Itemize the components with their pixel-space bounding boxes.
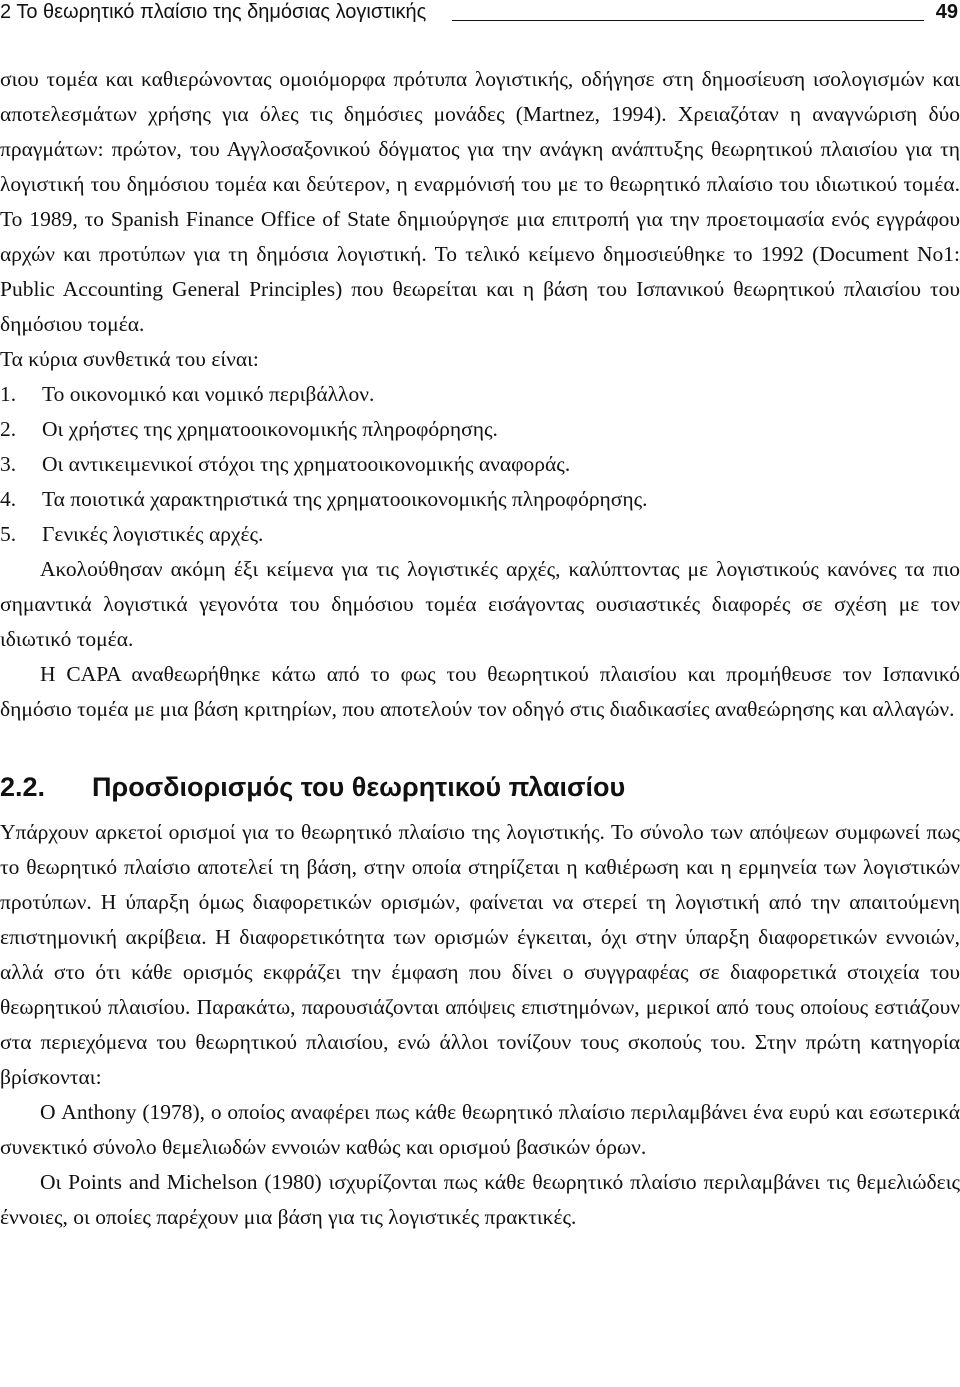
list-item	[0, 412, 960, 447]
list-text: Οι χρήστες της χρηματοοικονομικής πληροφόρησης.	[42, 417, 498, 441]
paragraph: Ο Anthony (1978), ο οποίος αναφέρει πως κάθε θεωρητικό πλαίσιο περιλαμβάνει ένα ευρύ και εσωτερικά συνεκτικό σύνολο θεμελιωδών εννοιών καθώς και ορισμού βασικών όρων.	[0, 1100, 960, 1159]
list-number: 3.	[0, 452, 17, 476]
page-number: 49	[935, 1, 958, 23]
body-text	[0, 62, 960, 1235]
list-number: 4.	[0, 487, 17, 511]
header-rule	[452, 20, 924, 21]
paragraph: σιου τομέα και καθιερώνοντας ομοιόμορφα πρότυπα λογιστικής, οδήγησε στη δημοσίευση ισολογισμών και αποτελεσμάτων χρήσης για όλες τις δημόσιες μονάδες (Martnez, 1994). Χρειαζόταν η αναγνώριση δύο πραγμάτων: πρώτον, του Αγγλοσαξονικού δόγματος για την ανάγκη ανάπτυξης θεωρητικού πλαισίου για τη λογιστική του δημόσιου τομέα και δεύτερον, η εναρμόνισή του με το θεωρητικό πλαίσιο του ιδιωτικού τομέα. Το 1989, το Spanish Finance Office of State δημιούργησε μια επιτροπή για την προετοιμασία ενός εγγράφου αρχών και προτύπων για τη δημόσια λογιστική. Το τελικό κείμενο δημοσιεύθηκε το 1992 (Document No1: Public Accounting General Principles) που θεωρείται και η βάση του Ισπανικού θεωρητικού πλαισίου του δημόσιου τομέα.	[0, 67, 960, 336]
list-number: 5.	[0, 522, 17, 546]
list-text: Τα ποιοτικά χαρακτηριστικά της χρηματοοικονομικής πληροφόρησης.	[42, 487, 648, 511]
list-item	[0, 377, 960, 412]
list-item	[0, 482, 960, 517]
running-title: 2 Το θεωρητικό πλαίσιο της δημόσιας λογιστικής	[0, 1, 427, 23]
paragraph: Οι Points and Michelson (1980) ισχυρίζονται πως κάθε θεωρητικό πλαίσιο περιλαμβάνει τις θεμελιώδεις έννοιες, οι οποίες παρέχουν μια βάση για τις λογιστικές πρακτικές.	[0, 1170, 960, 1229]
list-number: 1.	[0, 382, 17, 406]
list-item	[0, 447, 960, 482]
list-text: Το οικονομικό και νομικό περιβάλλον.	[42, 382, 375, 406]
section-heading	[0, 769, 960, 805]
list-text: Οι αντικειμενικοί στόχοι της χρηματοοικονομικής αναφοράς.	[42, 452, 571, 476]
list-item	[0, 517, 960, 552]
paragraph: Υπάρχουν αρκετοί ορισμοί για το θεωρητικό πλαίσιο της λογιστικής. Το σύνολο των απόψεων συμφωνεί πως το θεωρητικό πλαίσιο αποτελεί τη βάση, στην οποία στηρίζεται η καθιέρωση και η ερμηνεία των λογιστικών προτύπων. Η ύπαρξη όμως διαφορετικών ορισμών, φαίνεται να στερεί τη λογιστική από την απαιτούμενη επιστημονική ακρίβεια. Η διαφορετικότητα των ορισμών έγκειται, όχι στην ύπαρξη διαφορετικών εννοιών, αλλά στο ότι κάθε ορισμός εκφράζει την έμφαση που δίνει ο συγγραφέας σε διαφορετικά στοιχεία του θεωρητικού πλαισίου. Παρακάτω, παρουσιάζονται απόψεις επιστημόνων, μερικοί από τους οποίους εστιάζουν στα περιεχόμενα του θεωρητικού πλαισίου, ενώ άλλοι τονίζουν τους σκοπούς του. Στην πρώτη κατηγορία βρίσκονται:	[0, 820, 960, 1089]
section-title: Προσδιορισμός του θεωρητικού πλαισίου	[92, 772, 626, 802]
running-header	[0, 0, 960, 26]
section-number: 2.2.	[0, 772, 46, 802]
list-number: 2.	[0, 417, 17, 441]
paragraph: Ακολούθησαν ακόμη έξι κείμενα για τις λογιστικές αρχές, καλύπτοντας με λογιστικούς κανόνες τα πιο σημαντικά λογιστικά γεγονότα του δημόσιου τομέα εισάγοντας ουσιαστικές διαφορές σε σχέση με τον ιδιωτικό τομέα.	[0, 557, 960, 651]
list-intro: Τα κύρια συνθετικά του είναι:	[0, 347, 259, 371]
paragraph: Η CAPA αναθεωρήθηκε κάτω από το φως του θεωρητικού πλαισίου και προμήθευσε τον Ισπανικό δημόσιο τομέα με μια βάση κριτηρίων, που αποτελούν τον οδηγό στις διαδικασίες αναθεώρησης και αλλαγών.	[0, 662, 960, 721]
list-text: Γενικές λογιστικές αρχές.	[42, 522, 264, 546]
